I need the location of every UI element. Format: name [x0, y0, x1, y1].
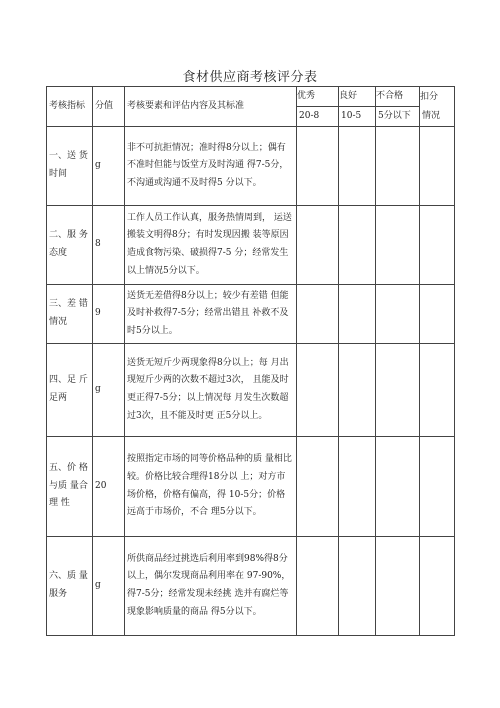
cell-fail[interactable] [376, 206, 420, 285]
table-row [47, 537, 455, 636]
header-excellent [297, 87, 339, 127]
score-table [46, 86, 455, 636]
row-score: 8 [93, 206, 125, 285]
table-row [47, 285, 455, 344]
cell-deduct[interactable] [420, 537, 455, 636]
row-content: 送货无差借得8分以上；较少有差错 但能及时补救得7-5分；经常出错且 补救不及时5分以上。 [125, 285, 297, 344]
cell-good[interactable] [339, 285, 376, 344]
row-content: 工作人员工作认真，服务热情周到， 运送搬装文明得8分；有时发现因搬 装等原因造成食物污染、破损得7-5 分；经常发生以上情况5分以下。 [125, 206, 297, 285]
good-range: 10-5 [341, 111, 362, 121]
cell-deduct[interactable] [420, 206, 455, 285]
deduct-label: 扣分 [420, 91, 439, 102]
cell-excellent[interactable] [297, 437, 339, 537]
row-content: 非不可抗拒情况；准时得8分以上；偶有不准时但能与饭堂方及时沟通 得7-5分，不沟通或沟通不及时得5 分以下。 [125, 127, 297, 206]
header-good [339, 87, 376, 127]
row-score: g [93, 537, 125, 636]
cell-deduct[interactable] [420, 127, 455, 206]
cell-good[interactable] [339, 206, 376, 285]
cell-good[interactable] [339, 127, 376, 206]
good-label: 良好 [339, 87, 376, 107]
header-fail [376, 87, 420, 127]
row-score: g [93, 344, 125, 437]
cell-excellent[interactable] [297, 537, 339, 636]
cell-good[interactable] [339, 344, 376, 437]
row-category: 三、差 错情况 [47, 285, 93, 344]
header-content: 考核要素和评估内容及其标准 [125, 87, 297, 127]
cell-good[interactable] [339, 537, 376, 636]
row-category: 二、服 务态度 [47, 206, 93, 285]
row-category: 六、质 量服务 [47, 537, 93, 636]
deduct-sub: 情况 [422, 110, 441, 121]
cell-fail[interactable] [376, 285, 420, 344]
cell-excellent[interactable] [297, 127, 339, 206]
header-indicator: 考核指标 [47, 87, 93, 127]
cell-excellent[interactable] [297, 206, 339, 285]
cell-fail[interactable] [376, 537, 420, 636]
page-title: 食材供应商考核评分表 [182, 70, 318, 85]
cell-fail[interactable] [376, 344, 420, 437]
fail-range: 5分以下 [378, 111, 411, 121]
row-score: g [93, 127, 125, 206]
cell-excellent[interactable] [297, 344, 339, 437]
table-row [47, 127, 455, 206]
cell-excellent[interactable] [297, 285, 339, 344]
table-row [47, 206, 455, 285]
row-category: 四、足 斤足两 [47, 344, 93, 437]
row-category: 五、价 格与质 量合理 性 [47, 437, 93, 537]
row-content: 送货无短斤少两现象得8分以上；每 月出现短斤少两的次数不超过3次， 且能及时更正得7-5分；以上情况每 月发生次数超过3次，且不能及时更 正5分以上。 [125, 344, 297, 437]
row-content: 所供商品经过挑选后利用率到98%得8分以上，偶尔发现商品利用率在 97-90%，得7-5分；经常发现未经挑 选并有腐烂等现象影响质量的商品 得5分以下。 [125, 537, 297, 636]
cell-good[interactable] [339, 437, 376, 537]
cell-deduct[interactable] [420, 437, 455, 537]
table-row [47, 437, 455, 537]
row-score: 9 [93, 285, 125, 344]
row-content: 按照指定市场的同等价格品种的质 量相比较。价格比较合理得18分以 上；对方市场价格，价格有偏高，得 10-5分；价格远高于市场价，不合 理5分以下。 [125, 437, 297, 537]
row-score: 20 [93, 437, 125, 537]
cell-fail[interactable] [376, 127, 420, 206]
header-deduct [420, 87, 455, 127]
table-row [47, 344, 455, 437]
cell-deduct[interactable] [420, 285, 455, 344]
excellent-label: 优秀 [297, 87, 339, 107]
cell-deduct[interactable] [420, 344, 455, 437]
excellent-range: 20-8 [299, 111, 320, 121]
header-score: 分值 [93, 87, 125, 127]
fail-label: 不合格 [376, 87, 420, 107]
row-category: 一、送 货时间 [47, 127, 93, 206]
header-row [47, 87, 455, 127]
cell-fail[interactable] [376, 437, 420, 537]
